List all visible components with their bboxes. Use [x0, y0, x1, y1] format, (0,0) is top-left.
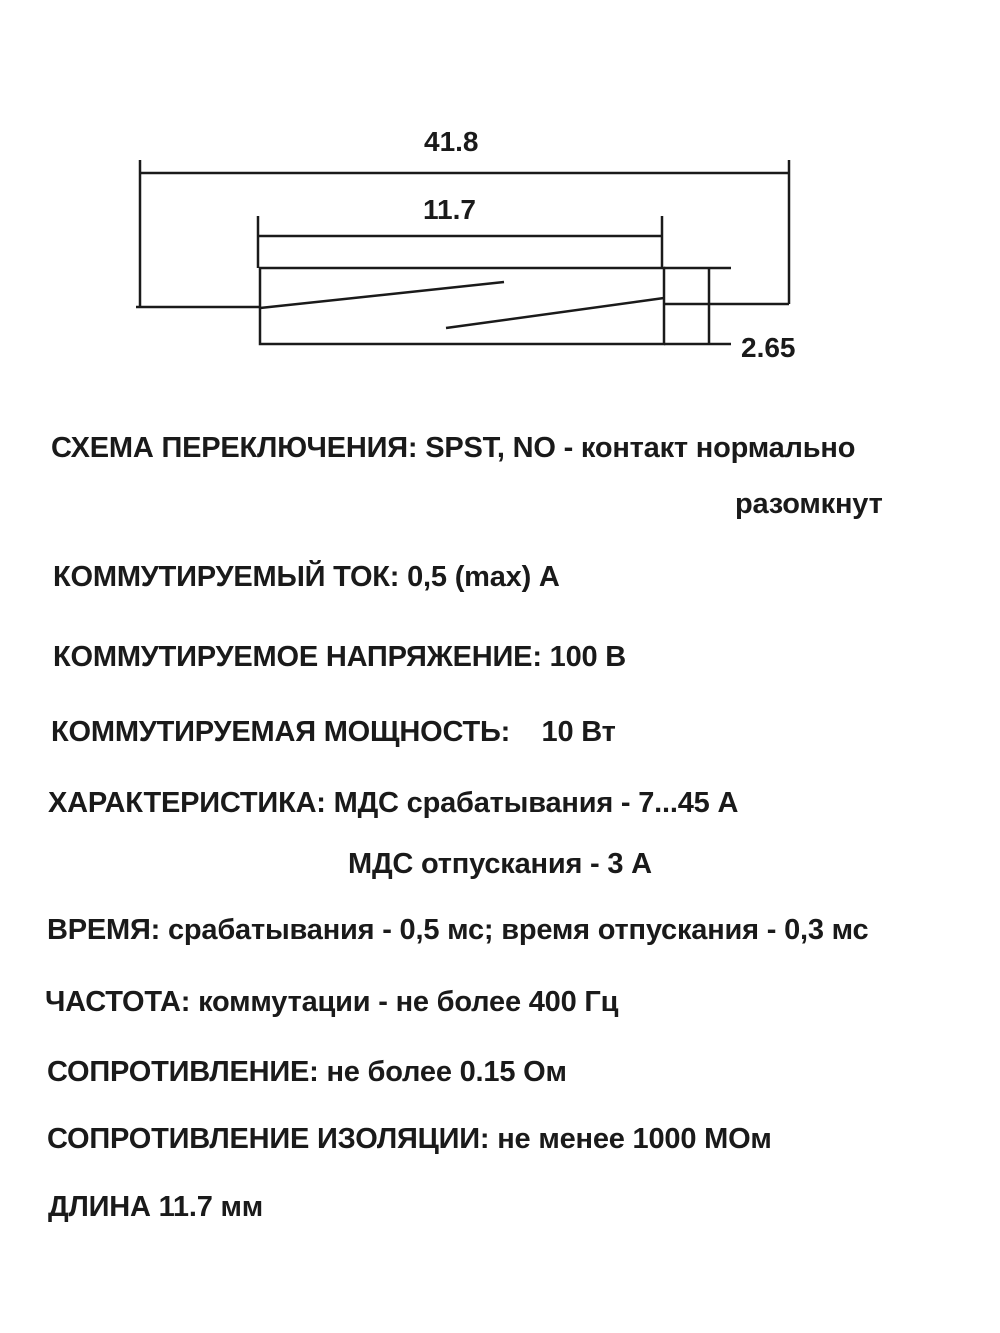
contact-resistance: СОПРОТИВЛЕНИЕ: не более 0.15 Ом — [47, 1056, 567, 1088]
length-spec: ДЛИНА 11.7 мм — [48, 1191, 263, 1223]
insulation-resistance: СОПРОТИВЛЕНИЕ ИЗОЛЯЦИИ: не менее 1000 МОм — [47, 1123, 772, 1155]
diameter-label: 2.65 — [741, 332, 796, 363]
characteristic-line2: МДС отпускания - 3 А — [348, 848, 652, 880]
switching-scheme-line1: СХЕМА ПЕРЕКЛЮЧЕНИЯ: SPST, NO - контакт нормально — [51, 432, 856, 464]
total-length-label: 41.8 — [424, 126, 479, 157]
switching-current: КОММУТИРУЕМЫЙ ТОК: 0,5 (max) А — [53, 561, 560, 593]
contact-upper — [260, 282, 504, 308]
body-length-label: 11.7 — [423, 194, 476, 225]
switching-voltage: КОММУТИРУЕМОЕ НАПРЯЖЕНИЕ: 100 В — [53, 641, 627, 673]
operate-release-time: ВРЕМЯ: срабатывания - 0,5 мс; время отпускания - 0,3 мс — [47, 914, 869, 946]
switching-scheme-line2: разомкнут — [735, 488, 883, 520]
reed-switch-drawing — [0, 0, 1000, 400]
switching-frequency: ЧАСТОТА: коммутации - не более 400 Гц — [45, 986, 619, 1018]
contact-lower — [446, 298, 664, 328]
characteristic-line1: ХАРАКТЕРИСТИКА: МДС срабатывания - 7...45 А — [48, 787, 739, 819]
switching-power: КОММУТИРУЕМАЯ МОЩНОСТЬ: 10 Вт — [51, 716, 616, 748]
